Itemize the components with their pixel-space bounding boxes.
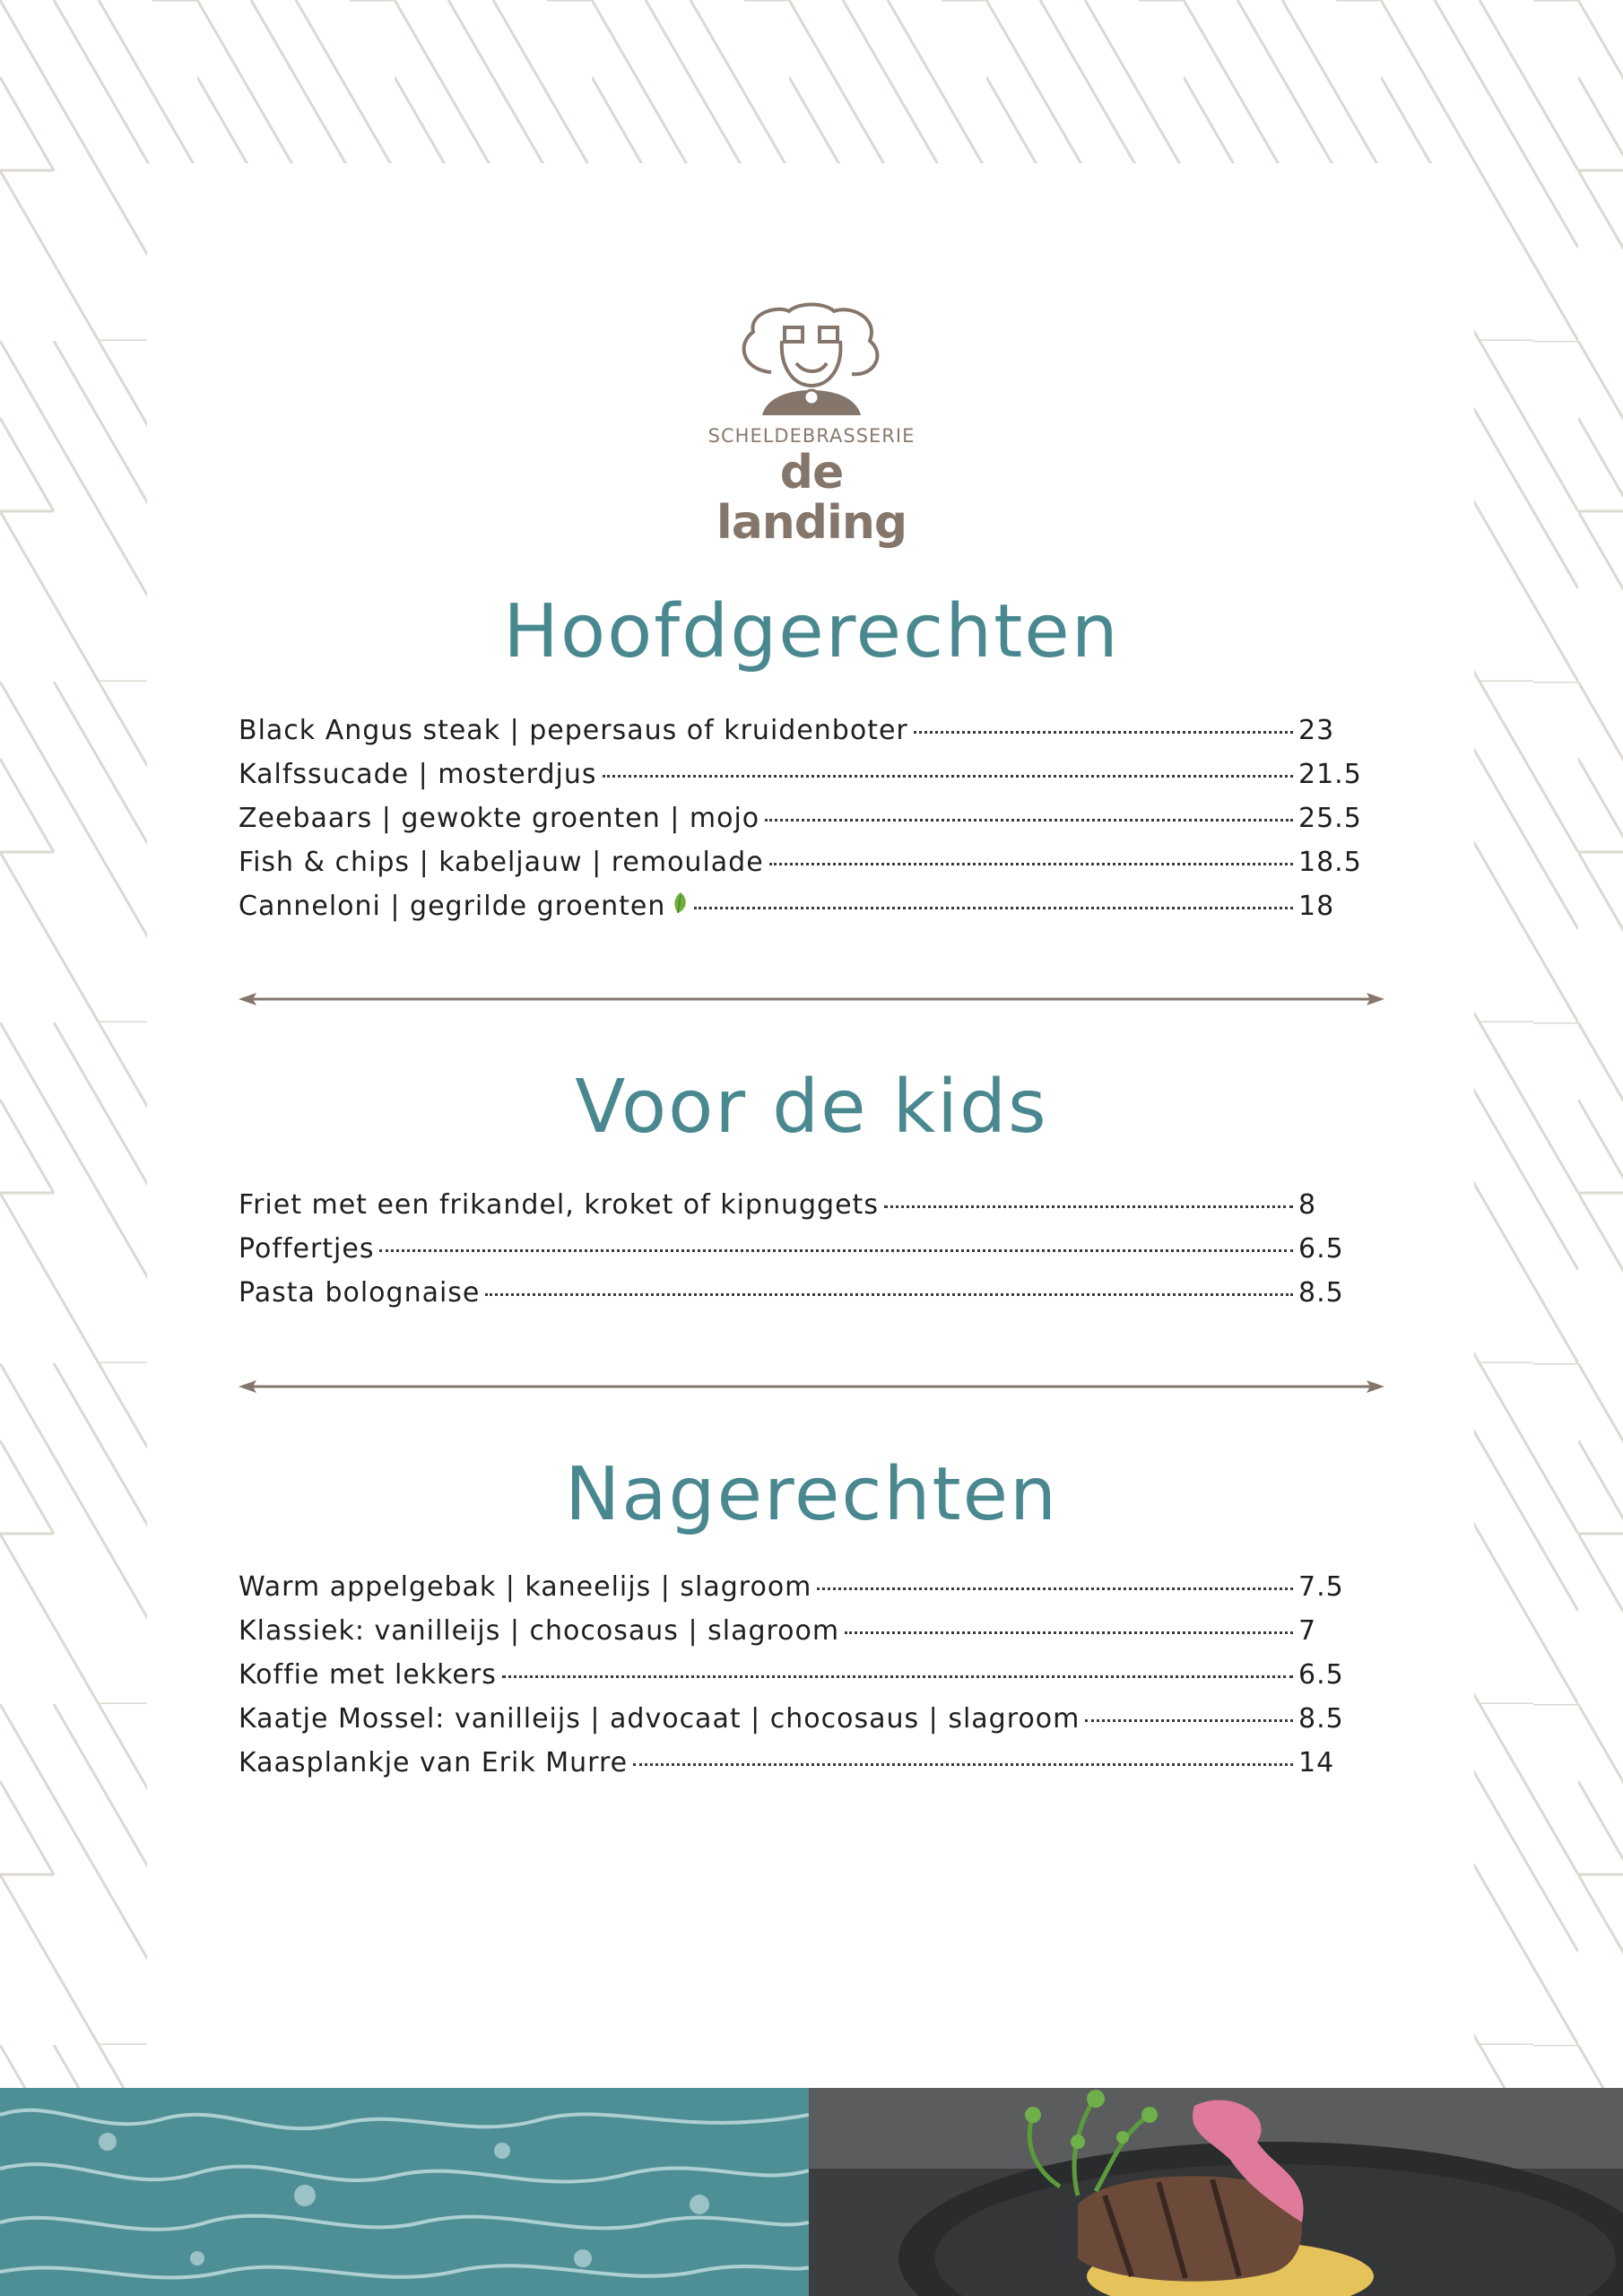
brand-logo	[681, 300, 942, 550]
menu-item	[239, 1571, 1368, 1615]
menu-item	[239, 803, 1368, 847]
menu-item	[239, 715, 1368, 759]
dot-leader	[694, 907, 1293, 909]
brand-subtitle: SCHELDEBRASSERIE	[707, 425, 916, 447]
menu-item-price: 18	[1298, 891, 1335, 922]
menu-item-name: Koffie met lekkers	[239, 1659, 497, 1691]
dot-leader	[817, 1587, 1293, 1590]
menu-item-name: Friet met een frikandel, kroket of kipnuggets	[239, 1189, 879, 1221]
dot-leader	[485, 1293, 1293, 1296]
brand-name: de landing	[716, 446, 907, 550]
menu-item-price: 7.5	[1298, 1571, 1344, 1603]
steak-dish-photo	[809, 2088, 1623, 2296]
dot-leader	[845, 1631, 1293, 1634]
menu-item-price: 25.5	[1298, 803, 1362, 834]
menu-item-price: 8	[1298, 1189, 1317, 1221]
menu-item-price: 23	[1298, 715, 1335, 746]
menu-item-name: Kaasplankje van Erik Murre	[239, 1747, 629, 1779]
dot-leader	[633, 1763, 1293, 1766]
section-title-hoofdgerechten: Hoofdgerechten	[503, 589, 1120, 674]
section-title-nagerechten: Nagerechten	[564, 1452, 1059, 1537]
menu-list-voor-de-kids	[239, 1189, 1368, 1321]
dot-leader	[914, 731, 1293, 734]
menu-item-name: Fish & chips | kabeljauw | remoulade	[239, 847, 764, 878]
menu-item-name: Poffertjes	[239, 1233, 375, 1265]
dot-leader	[769, 863, 1293, 865]
dot-leader	[502, 1675, 1293, 1678]
menu-item	[239, 1233, 1368, 1277]
menu-item	[239, 1189, 1368, 1233]
dot-leader	[765, 819, 1293, 822]
menu-item	[239, 1659, 1368, 1703]
menu-item-price: 18.5	[1298, 847, 1362, 878]
menu-item	[239, 847, 1368, 891]
menu-item	[239, 1747, 1368, 1791]
menu-item	[239, 759, 1368, 803]
menu-item-price: 8.5	[1298, 1277, 1344, 1309]
dot-leader	[379, 1249, 1293, 1252]
dot-leader	[603, 775, 1293, 778]
dot-leader	[1085, 1719, 1293, 1722]
menu-item-price: 7	[1298, 1615, 1317, 1647]
menu-item-price: 14	[1298, 1747, 1335, 1779]
menu-item-name: Pasta bolognaise	[239, 1277, 481, 1309]
section-divider	[239, 1378, 1384, 1396]
menu-item-price: 21.5	[1298, 759, 1362, 790]
menu-item	[239, 891, 1368, 935]
menu-item	[239, 1277, 1368, 1321]
menu-item-name: Black Angus steak | pepersaus of kruidenboter	[239, 715, 908, 746]
menu-item-name: Warm appelgebak | kaneelijs | slagroom	[239, 1571, 812, 1603]
menu-item-name: Kalfssucade | mosterdjus	[239, 759, 597, 790]
menu-item-price: 6.5	[1298, 1659, 1344, 1691]
section-title-voor-de-kids: Voor de kids	[575, 1065, 1048, 1150]
menu-item-name: Canneloni | gegrilde groenten	[239, 891, 666, 922]
menu-item-name: Kaatje Mossel: vanilleijs | advocaat | chocosaus | slagroom	[239, 1703, 1081, 1735]
menu-item-name: Zeebaars | gewokte groenten | mojo	[239, 803, 760, 834]
menu-list-nagerechten	[239, 1571, 1368, 1791]
dot-leader	[884, 1205, 1293, 1208]
vegetarian-leaf-icon	[673, 891, 689, 922]
menu-item-price: 8.5	[1298, 1703, 1344, 1735]
water-photo	[0, 2088, 809, 2296]
menu-item-price: 6.5	[1298, 1233, 1344, 1265]
menu-item	[239, 1615, 1368, 1659]
section-divider	[239, 990, 1384, 1008]
menu-item-name: Klassiek: vanilleijs | chocosaus | slagroom	[239, 1615, 840, 1647]
menu-item	[239, 1703, 1368, 1747]
mascot-logo-icon	[726, 300, 897, 417]
menu-list-hoofdgerechten	[239, 715, 1368, 935]
